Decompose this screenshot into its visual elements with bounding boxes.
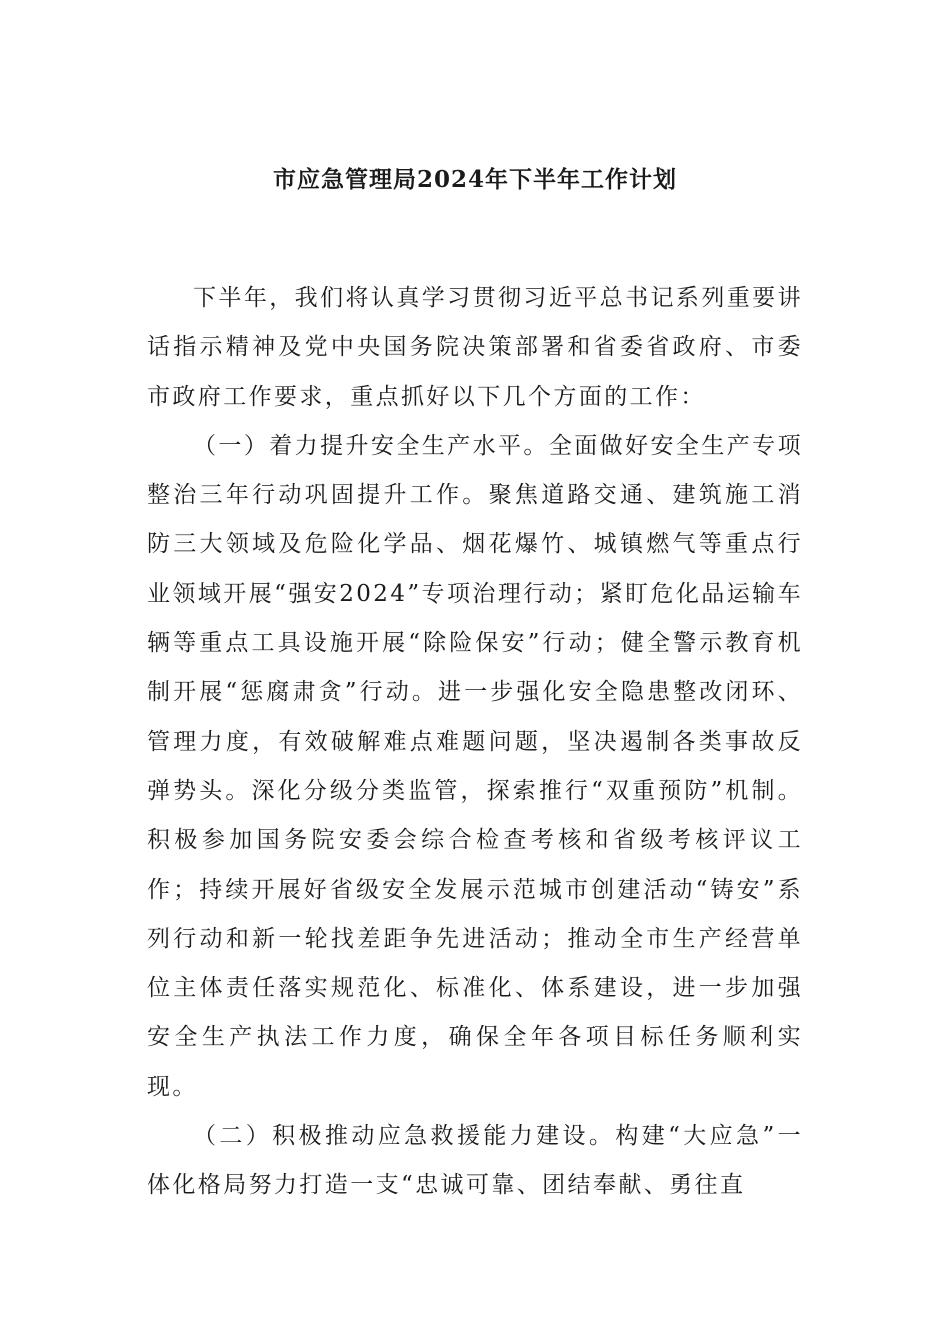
paragraph-intro: 下半年，我们将认真学习贯彻习近平总书记系列重要讲话指示精神及党中央国务院决策部署和省委省政府、市委市政府工作要求，重点抓好以下几个方面的工作：: [147, 285, 803, 410]
document-title: 市应急管理局2024年下半年工作计划: [272, 166, 677, 193]
paragraph-section-1: （一）着力提升安全生产水平。全面做好安全生产专项整治三年行动巩固提升工作。聚焦道路交通、建筑施工消防三大领域及危险化学品、烟花爆竹、城镇燃气等重点行业领域开展“强安2024”专项治理行动；紧盯危化品运输车辆等重点工具设施开展“除险保安”行动；健全警示教育机制开展“惩腐肃贪”行动。进一步强化安全隐患整改闭环、管理力度，有效破解难点难题问题，坚决遏制各类事故反弹势头。深化分级分类监管，探索推行“双重预防”机制。积极参加国务院安委会综合检查考核和省级考核评议工作；持续开展好省级安全发展示范城市创建活动“铸安”系列行动和新一轮找差距争先进活动；推动全市生产经营单位主体责任落实规范化、标准化、体系建设，进一步加强安全生产执法工作力度，确保全年各项目标任务顺利实现。: [147, 432, 803, 1100]
paragraph-section-2: （二）积极推动应急救援能力建设。构建“大应急”一体化格局努力打造一支“忠诚可靠、团结奉献、勇往直: [147, 1123, 803, 1199]
document-body: [147, 274, 803, 1211]
